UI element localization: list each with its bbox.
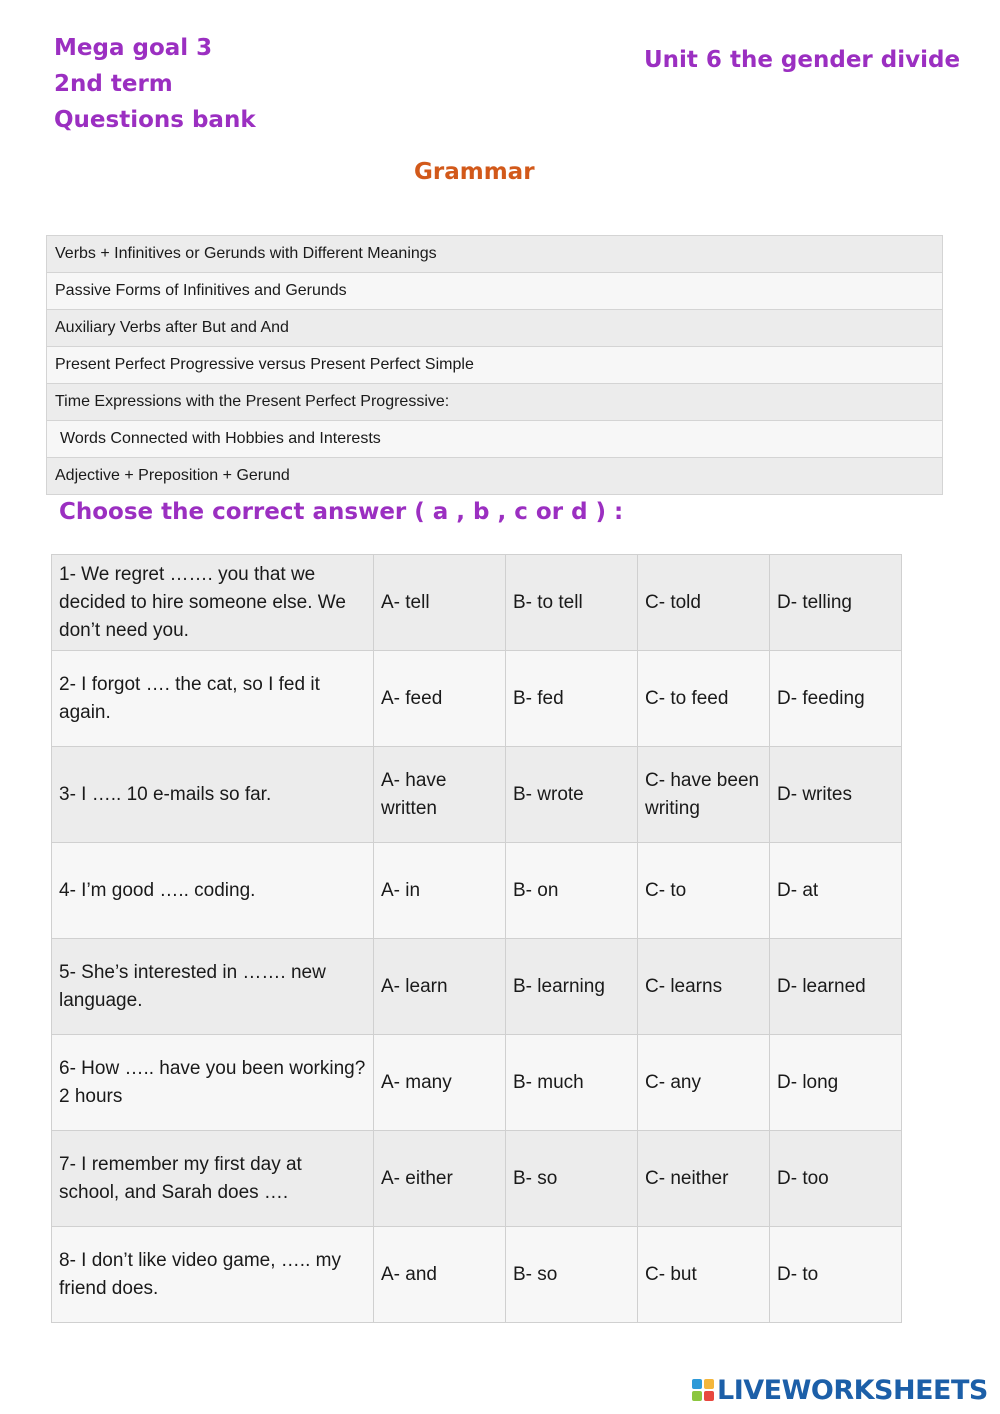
topic-cell: Adjective + Preposition + Gerund [47, 458, 943, 495]
question-text: 6- How ….. have you been working? 2 hours [52, 1035, 374, 1131]
option-d[interactable]: D- telling [770, 555, 902, 651]
option-d[interactable]: D- to [770, 1227, 902, 1323]
liveworksheets-logo[interactable] [692, 1374, 988, 1406]
option-c[interactable]: C- told [638, 555, 770, 651]
book-title: Mega goal 3 [54, 35, 213, 61]
question-row [52, 651, 902, 747]
option-d[interactable]: D- learned [770, 939, 902, 1035]
question-text: 4- I’m good ….. coding. [52, 843, 374, 939]
quiz-table [51, 554, 902, 1323]
topic-row [47, 236, 943, 273]
topic-row [47, 384, 943, 421]
option-d[interactable]: D- too [770, 1131, 902, 1227]
option-a[interactable]: A- learn [374, 939, 506, 1035]
option-b[interactable]: B- much [506, 1035, 638, 1131]
option-c[interactable]: C- neither [638, 1131, 770, 1227]
topic-cell: Passive Forms of Infinitives and Gerunds [47, 273, 943, 310]
question-text: 8- I don’t like video game, ….. my friend does. [52, 1227, 374, 1323]
option-b[interactable]: B- wrote [506, 747, 638, 843]
topic-cell: Words Connected with Hobbies and Interests [47, 421, 943, 458]
liveworksheets-icon [692, 1379, 714, 1401]
option-b[interactable]: B- on [506, 843, 638, 939]
grammar-topics-table [46, 235, 943, 495]
question-text: 3- I ….. 10 e-mails so far. [52, 747, 374, 843]
instruction: Choose the correct answer ( a , b , c or d ) : [59, 499, 624, 525]
question-row [52, 939, 902, 1035]
term-label: 2nd term [54, 71, 173, 97]
option-b[interactable]: B- so [506, 1131, 638, 1227]
question-row [52, 747, 902, 843]
topic-row [47, 458, 943, 495]
option-c[interactable]: C- learns [638, 939, 770, 1035]
option-a[interactable]: A- in [374, 843, 506, 939]
question-row [52, 1227, 902, 1323]
topic-cell: Present Perfect Progressive versus Present Perfect Simple [47, 347, 943, 384]
option-b[interactable]: B- learning [506, 939, 638, 1035]
option-a[interactable]: A- have written [374, 747, 506, 843]
question-text: 5- She’s interested in ……. new language. [52, 939, 374, 1035]
option-a[interactable]: A- and [374, 1227, 506, 1323]
bank-label: Questions bank [54, 107, 256, 133]
option-c[interactable]: C- to feed [638, 651, 770, 747]
question-row [52, 555, 902, 651]
option-c[interactable]: C- but [638, 1227, 770, 1323]
unit-title: Unit 6 the gender divide [644, 47, 961, 73]
option-d[interactable]: D- at [770, 843, 902, 939]
option-a[interactable]: A- many [374, 1035, 506, 1131]
logo-text: LIVEWORKSHEETS [717, 1374, 988, 1406]
topic-cell: Time Expressions with the Present Perfect Progressive: [47, 384, 943, 421]
topic-row [47, 310, 943, 347]
question-row [52, 1035, 902, 1131]
topic-row [47, 347, 943, 384]
question-row [52, 1131, 902, 1227]
option-b[interactable]: B- to tell [506, 555, 638, 651]
topic-cell: Auxiliary Verbs after But and And [47, 310, 943, 347]
topic-row [47, 421, 943, 458]
option-d[interactable]: D- writes [770, 747, 902, 843]
question-text: 1- We regret ……. you that we decided to hire someone else. We don’t need you. [52, 555, 374, 651]
question-row [52, 843, 902, 939]
option-d[interactable]: D- feeding [770, 651, 902, 747]
section-title: Grammar [414, 159, 535, 185]
option-c[interactable]: C- any [638, 1035, 770, 1131]
header-left [54, 30, 256, 138]
question-text: 7- I remember my first day at school, and Sarah does …. [52, 1131, 374, 1227]
option-d[interactable]: D- long [770, 1035, 902, 1131]
topic-row [47, 273, 943, 310]
option-c[interactable]: C- have been writing [638, 747, 770, 843]
option-a[interactable]: A- feed [374, 651, 506, 747]
option-a[interactable]: A- either [374, 1131, 506, 1227]
question-text: 2- I forgot …. the cat, so I fed it again. [52, 651, 374, 747]
option-c[interactable]: C- to [638, 843, 770, 939]
option-b[interactable]: B- fed [506, 651, 638, 747]
topic-cell: Verbs + Infinitives or Gerunds with Different Meanings [47, 236, 943, 273]
option-b[interactable]: B- so [506, 1227, 638, 1323]
option-a[interactable]: A- tell [374, 555, 506, 651]
